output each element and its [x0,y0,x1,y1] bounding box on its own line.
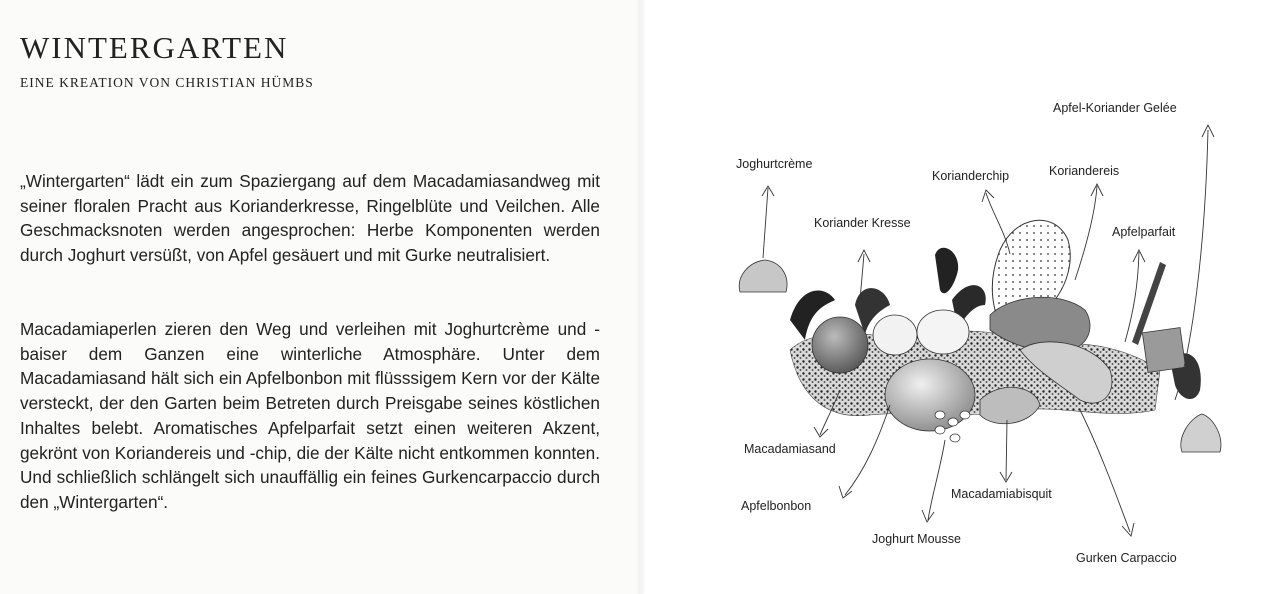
joghurt-mousse [873,315,917,355]
macadamia-ball [812,317,868,373]
label-macadamiasand: Macadamiasand [744,442,836,456]
arrow-apfelbonbon [839,405,890,498]
intro-paragraph: „Wintergarten“ lädt ein zum Spaziergang auf dem Macadamiasandweg mit seiner floralen Pracht aus Korianderkresse, Ringelblüte und Veilchen. Alle Geschmacksnoten werden angesprochen: Herbe Komponenten werden durch Joghurt versüßt, von Apfel gesäuert und mit Gurke neutralisiert. [20,171,600,266]
description-paragraph: Macadamiaperlen zieren den Weg und verleihen mit Joghurtcrème und -baiser dem Ganzen eine winterliche Atmosphäre. Unter dem Macadamiasand hält sich ein Apfelbonbon mit flüsssigem Kern vor der Kälte versteckt, der den Garten beim Betreten durch Preisgabe seines köstlichen Inhaltes belebt. Aromatisches Apfelparfait setzt einen weiteren Akzent, gekrönt von Koriandereis und -chip, die der Kälte nicht entkommen konnten. Und schließlich schlängelt sich unauffällig ein feines Gurkencarpaccio durch den „Wintergarten“. [20,319,600,512]
arrow-joghurtcreme [762,186,774,258]
label-korianderchip: Korianderchip [932,169,1010,183]
label-apfelbonbon: Apfelbonbon [741,499,812,513]
dessert-diagram [640,0,1280,594]
joghurtcreme-drop-right [1181,414,1221,452]
label-macadamiabisquit: Macadamiabisquit [951,487,1052,501]
dessert-illustration [739,220,1221,452]
apfelparfait-cube [1142,328,1185,373]
label-gurken-carpaccio: Gurken Carpaccio [1076,551,1177,565]
page-subtitle: EINE KREATION VON CHRISTIAN HÜMBS [20,75,314,90]
arrow-koriandereis [1075,184,1103,280]
coriander-leaf-3 [935,248,958,293]
joghurtcreme-drop-left [739,260,787,292]
label-joghurt-mousse: Joghurt Mousse [872,532,961,546]
arrow-joghurt-mousse [922,440,945,522]
label-koriander-kresse: Koriander Kresse [814,216,911,230]
arrow-macadamiabisquit [1000,420,1012,482]
label-apfel-koriander-gelee: Apfel-Koriander Gelée [1053,101,1177,115]
macadamiabisquit [980,387,1040,423]
label-joghurtcreme: Joghurtcrème [736,157,813,171]
label-koriandereis: Koriandereis [1049,164,1120,178]
apfelbonbon [885,359,975,431]
arrow-gurken-carpaccio [1080,410,1134,536]
macadamia-white-1 [917,310,969,354]
label-apfelparfait: Apfelparfait [1112,225,1176,239]
page-title: WINTERGARTEN [20,30,289,65]
